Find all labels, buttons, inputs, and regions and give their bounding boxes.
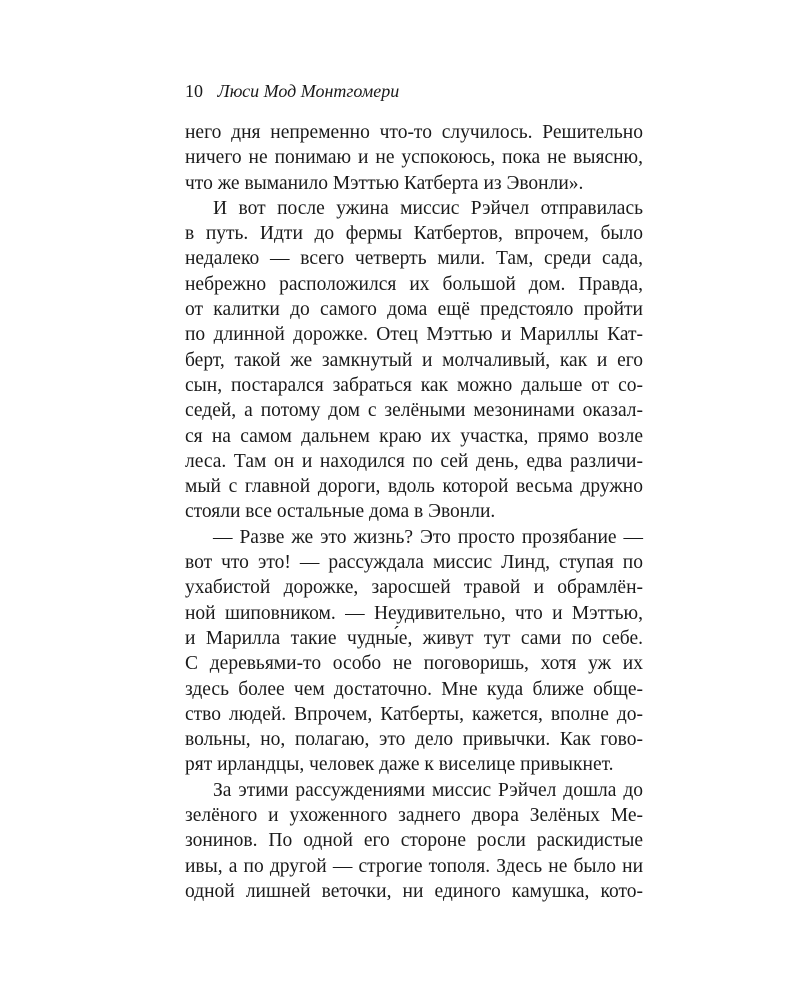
text-line: по длинной дорожке. Отец Мэттью и Мариллы Кат- xyxy=(185,324,643,346)
text-line: него дня непременно что-то случилось. Решительно xyxy=(185,122,643,143)
text-line: вольны, но, полагаю, это дело привычки. Как гово- xyxy=(185,729,643,751)
text-line: леса. Там он и находился по сей день, едва различи- xyxy=(185,450,643,472)
text-line: С деревьями-то особо не поговоришь, хотя уж их xyxy=(185,653,643,675)
text-line: сын, постарался забраться как можно дальше от со- xyxy=(185,374,643,396)
text-line: вот что это! — рассуждала миссис Линд, ступая по xyxy=(185,552,643,574)
text-line: и Марилла такие чудны́е, живут тут сами по себе. xyxy=(185,627,643,649)
body-text xyxy=(185,120,643,904)
text-line: недалеко — всего четверть мили. Там, среди сада, xyxy=(185,248,643,270)
text-line: зонинов. По одной его стороне росли раскидистые xyxy=(185,830,643,852)
text-line: стояли все остальные дома в Эвонли. xyxy=(185,501,496,523)
page-header xyxy=(185,80,399,102)
page-number: 10 xyxy=(185,81,203,101)
text-line: седей, а потому дом с зелёными мезонинами оказал- xyxy=(185,400,643,422)
text-line: — Разве же это жизнь? Это просто прозябание — xyxy=(213,526,643,548)
text-line: ство людей. Впрочем, Катберты, кажется, вполне до- xyxy=(185,703,643,725)
text-line: берт, такой же замкнутый и молчаливый, как и его xyxy=(185,349,643,371)
text-line: ся на самом дальнем краю их участка, прямо возле xyxy=(185,425,643,447)
text-line: ничего не понимаю и не успокоюсь, пока не выясню, xyxy=(185,147,643,169)
text-line: мый с главной дороги, вдоль которой весьма дружно xyxy=(185,476,643,498)
text-line: от калитки до самого дома ещё предстояло пройти xyxy=(185,299,643,321)
text-line: ухабистой дорожке, заросшей травой и обрамлён- xyxy=(185,577,643,599)
text-line: ивы, а по другой — строгие тополя. Здесь не было ни xyxy=(185,855,643,877)
text-line: небрежно расположился их большой дом. Правда, xyxy=(185,273,643,295)
text-line: зелёного и ухоженного заднего двора Зелёных Ме- xyxy=(185,805,643,827)
text-line: И вот после ужина миссис Рэйчел отправилась xyxy=(213,197,643,219)
text-line: За этими рассуждениями миссис Рэйчел дошла до xyxy=(213,779,643,801)
text-line: здесь более чем достаточно. Мне куда ближе обще- xyxy=(185,678,643,700)
text-line: рят ирландцы, человек даже к виселице привыкнет. xyxy=(185,754,614,776)
text-line: одной лишней веточки, ни единого камушка, кото- xyxy=(185,880,643,902)
text-line: ной шиповником. — Неудивительно, что и Мэттью, xyxy=(185,602,643,624)
text-line: в путь. Идти до фермы Катбертов, впрочем, было xyxy=(185,223,643,245)
text-line: что же выманило Мэттью Катберта из Эвонли». xyxy=(185,172,584,194)
running-title: Люси Мод Монтгомери xyxy=(217,81,400,101)
